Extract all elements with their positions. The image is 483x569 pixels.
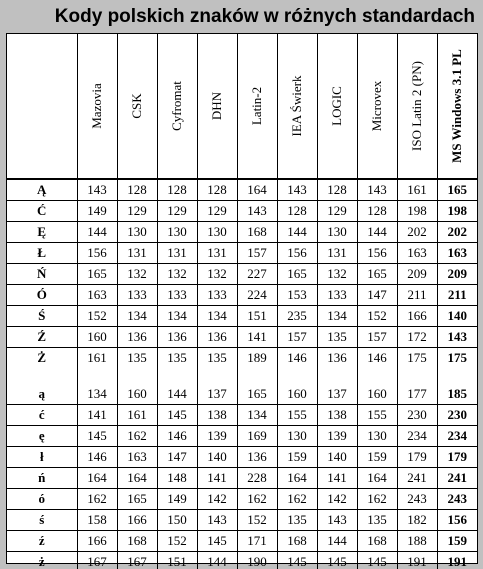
code-cell: 161: [77, 348, 117, 369]
code-cell: 162: [117, 426, 157, 447]
column-header-label: IEA Świerk: [289, 75, 304, 137]
letter-cell: Ś: [7, 306, 77, 327]
code-cell: 157: [277, 327, 317, 348]
code-cell: 185: [437, 384, 477, 405]
code-cell: 135: [277, 510, 317, 531]
code-cell: 164: [77, 468, 117, 489]
code-cell: 158: [77, 510, 117, 531]
code-cell: 198: [397, 201, 437, 222]
code-cell: 143: [357, 179, 397, 201]
table-body: [7, 179, 477, 569]
code-cell: 224: [237, 285, 277, 306]
spacer-cell: [437, 368, 477, 384]
code-cell: 157: [357, 327, 397, 348]
table-row: [7, 327, 477, 348]
column-header-label: Cyfromat: [169, 81, 184, 131]
column-header: [77, 34, 117, 179]
letter-cell: ć: [7, 405, 77, 426]
code-cell: 243: [397, 489, 437, 510]
letter-cell: ń: [7, 468, 77, 489]
table-row: [7, 306, 477, 327]
code-cell: 129: [197, 201, 237, 222]
code-cell: 130: [117, 222, 157, 243]
code-cell: 163: [117, 447, 157, 468]
spacer-cell: [277, 368, 317, 384]
code-cell: 132: [197, 264, 237, 285]
table-row: [7, 384, 477, 405]
code-cell: 163: [437, 243, 477, 264]
code-cell: 130: [317, 222, 357, 243]
letter-cell: Ą: [7, 179, 77, 201]
column-header: [317, 34, 357, 179]
code-cell: 135: [357, 510, 397, 531]
code-cell: 190: [237, 552, 277, 569]
code-cell: 198: [437, 201, 477, 222]
code-cell: 168: [357, 531, 397, 552]
table-row: [7, 201, 477, 222]
code-cell: 147: [157, 447, 197, 468]
code-cell: 131: [157, 243, 197, 264]
code-cell: 141: [197, 468, 237, 489]
header-row: [7, 34, 477, 179]
codes-table: [7, 34, 477, 569]
code-cell: 143: [437, 327, 477, 348]
code-cell: 129: [317, 201, 357, 222]
code-cell: 136: [317, 348, 357, 369]
code-cell: 129: [117, 201, 157, 222]
code-cell: 134: [237, 405, 277, 426]
code-cell: 243: [437, 489, 477, 510]
column-header-label: ISO Latin 2 (PN): [409, 61, 424, 151]
column-header: [197, 34, 237, 179]
table-row: [7, 510, 477, 531]
code-cell: 145: [357, 552, 397, 569]
code-cell: 202: [437, 222, 477, 243]
letter-cell: Ż: [37, 350, 47, 365]
code-cell: 138: [197, 405, 237, 426]
code-cell: 167: [77, 552, 117, 569]
code-cell: 241: [437, 468, 477, 489]
code-cell: 141: [237, 327, 277, 348]
code-cell: 168: [237, 222, 277, 243]
code-cell: 152: [77, 306, 117, 327]
code-cell: 160: [357, 384, 397, 405]
code-cell: 145: [157, 405, 197, 426]
code-cell: 135: [197, 348, 237, 369]
code-cell: 146: [157, 426, 197, 447]
code-cell: 182: [397, 510, 437, 531]
code-cell: 144: [317, 531, 357, 552]
code-cell: 136: [117, 327, 157, 348]
code-cell: 143: [77, 179, 117, 201]
code-cell: 163: [77, 285, 117, 306]
code-cell: 164: [357, 468, 397, 489]
code-cell: 130: [277, 426, 317, 447]
code-cell: 134: [117, 306, 157, 327]
code-cell: 131: [317, 243, 357, 264]
code-cell: 146: [77, 447, 117, 468]
code-cell: 143: [277, 179, 317, 201]
code-cell: 235: [277, 306, 317, 327]
code-cell: 230: [397, 405, 437, 426]
code-cell: 135: [157, 348, 197, 369]
code-cell: 162: [237, 489, 277, 510]
spacer-cell: [197, 368, 237, 384]
code-cell: 202: [397, 222, 437, 243]
code-cell: 189: [237, 348, 277, 369]
table-row: [7, 348, 477, 369]
code-cell: 165: [437, 179, 477, 201]
code-cell: 153: [277, 285, 317, 306]
code-cell: 137: [317, 384, 357, 405]
code-cell: 169: [237, 426, 277, 447]
code-cell: 160: [277, 384, 317, 405]
letter-cell: ó: [7, 489, 77, 510]
spacer-cell: [117, 368, 157, 384]
spacer-cell: [397, 368, 437, 384]
column-header: [357, 34, 397, 179]
column-header-label: Mazovia: [89, 83, 104, 129]
code-cell: 132: [317, 264, 357, 285]
code-cell: 128: [117, 179, 157, 201]
code-cell: 165: [117, 489, 157, 510]
table-row: [7, 179, 477, 201]
code-cell: 159: [357, 447, 397, 468]
spacer-cell: [77, 368, 117, 384]
code-cell: 162: [357, 489, 397, 510]
code-cell: 151: [157, 552, 197, 569]
code-cell: 234: [397, 426, 437, 447]
code-cell: 130: [197, 222, 237, 243]
spacer-cell: [357, 368, 397, 384]
spacer-cell: [7, 368, 77, 384]
code-cell: 191: [437, 552, 477, 569]
code-cell: 132: [117, 264, 157, 285]
code-cell: 209: [437, 264, 477, 285]
letter-cell: Ć: [7, 201, 77, 222]
column-header-label: MS Windows 3.1 PL: [449, 49, 465, 163]
table-row: [7, 285, 477, 306]
code-cell: 165: [237, 384, 277, 405]
code-cell: 161: [397, 179, 437, 201]
letter-cell: ł: [7, 447, 77, 468]
code-cell: 166: [117, 510, 157, 531]
code-cell: 128: [157, 179, 197, 201]
column-header: [277, 34, 317, 179]
letter-cell: ż: [7, 552, 77, 569]
letter-cell: ź: [7, 531, 77, 552]
column-header-label: LOGIC: [329, 86, 344, 126]
column-header-label: Latin-2: [249, 86, 264, 126]
code-cell: 175: [397, 348, 437, 369]
code-cell: 134: [77, 384, 117, 405]
table-row: [7, 489, 477, 510]
code-cell: 163: [397, 243, 437, 264]
column-header: [397, 34, 437, 179]
code-cell: 131: [117, 243, 157, 264]
code-cell: 149: [157, 489, 197, 510]
code-cell: 156: [437, 510, 477, 531]
letter-cell: Ę: [7, 222, 77, 243]
code-cell: 175: [437, 348, 477, 369]
code-cell: 155: [277, 405, 317, 426]
code-cell: 177: [397, 384, 437, 405]
table-row: [7, 222, 477, 243]
column-header-label: DHN: [209, 91, 224, 121]
code-cell: 168: [277, 531, 317, 552]
code-cell: 172: [397, 327, 437, 348]
code-cell: 156: [77, 243, 117, 264]
letter-cell: Ź: [7, 327, 77, 348]
code-cell: 131: [197, 243, 237, 264]
table-row: [7, 405, 477, 426]
code-cell: 209: [397, 264, 437, 285]
codes-table-panel: [6, 33, 478, 569]
code-cell: 142: [197, 489, 237, 510]
code-cell: 168: [117, 531, 157, 552]
code-cell: 234: [437, 426, 477, 447]
code-cell: 156: [277, 243, 317, 264]
code-cell: 130: [157, 222, 197, 243]
code-cell: 166: [397, 306, 437, 327]
letter-cell: ś: [7, 510, 77, 531]
code-cell: 133: [317, 285, 357, 306]
code-cell: 144: [277, 222, 317, 243]
code-cell: 159: [437, 531, 477, 552]
code-cell: 143: [317, 510, 357, 531]
corner-cell: [7, 34, 77, 179]
code-cell: 160: [77, 327, 117, 348]
code-cell: 135: [317, 327, 357, 348]
code-cell: 147: [357, 285, 397, 306]
column-header-label: Microvex: [369, 80, 384, 132]
column-header: [157, 34, 197, 179]
letter-cell: ę: [7, 426, 77, 447]
table-row: [7, 426, 477, 447]
code-cell: 137: [197, 384, 237, 405]
code-cell: 230: [437, 405, 477, 426]
code-cell: 133: [157, 285, 197, 306]
letter-cell: Ł: [7, 243, 77, 264]
code-cell: 145: [317, 552, 357, 569]
code-cell: 161: [117, 405, 157, 426]
code-cell: 128: [277, 201, 317, 222]
letter-cell: Ń: [7, 264, 77, 285]
code-cell: 133: [117, 285, 157, 306]
spacer-cell: [317, 368, 357, 384]
code-cell: 128: [197, 179, 237, 201]
column-header: [437, 34, 477, 179]
code-cell: 160: [117, 384, 157, 405]
code-cell: 179: [437, 447, 477, 468]
code-cell: 144: [197, 552, 237, 569]
code-cell: 134: [157, 306, 197, 327]
table-row: [7, 468, 477, 489]
code-cell: 146: [357, 348, 397, 369]
code-cell: 167: [117, 552, 157, 569]
code-cell: 156: [357, 243, 397, 264]
spacer-cell: [237, 368, 277, 384]
code-cell: 128: [317, 179, 357, 201]
code-cell: 132: [157, 264, 197, 285]
code-cell: 129: [157, 201, 197, 222]
code-cell: 164: [277, 468, 317, 489]
code-cell: 130: [357, 426, 397, 447]
code-cell: 152: [357, 306, 397, 327]
code-cell: 166: [77, 531, 117, 552]
code-cell: 191: [397, 552, 437, 569]
table-row: [7, 447, 477, 468]
code-cell: 144: [357, 222, 397, 243]
page-title: Kody polskich znaków w różnych standardach: [54, 6, 475, 27]
code-cell: 134: [197, 306, 237, 327]
code-cell: 146: [277, 348, 317, 369]
code-cell: 228: [237, 468, 277, 489]
column-header: [237, 34, 277, 179]
code-cell: 162: [77, 489, 117, 510]
code-cell: 165: [357, 264, 397, 285]
column-header-label: CSK: [129, 93, 144, 119]
code-cell: 188: [397, 531, 437, 552]
code-cell: 157: [237, 243, 277, 264]
table-row: [7, 552, 477, 569]
code-cell: 136: [237, 447, 277, 468]
code-cell: 140: [317, 447, 357, 468]
code-cell: 141: [77, 405, 117, 426]
letter-cell: ą: [7, 384, 77, 405]
column-header: [117, 34, 157, 179]
code-cell: 165: [77, 264, 117, 285]
code-cell: 155: [357, 405, 397, 426]
table-row: [7, 531, 477, 552]
code-cell: 211: [397, 285, 437, 306]
table-row: [7, 243, 477, 264]
code-cell: 143: [197, 510, 237, 531]
code-cell: 138: [317, 405, 357, 426]
code-cell: 152: [157, 531, 197, 552]
code-cell: 227: [237, 264, 277, 285]
code-cell: 133: [197, 285, 237, 306]
code-cell: 150: [157, 510, 197, 531]
code-cell: 164: [237, 179, 277, 201]
code-cell: 171: [237, 531, 277, 552]
code-cell: 179: [397, 447, 437, 468]
code-cell: 134: [317, 306, 357, 327]
code-cell: 144: [157, 384, 197, 405]
code-cell: 142: [317, 489, 357, 510]
letter-cell: Ó: [7, 285, 77, 306]
code-cell: 151: [237, 306, 277, 327]
spacer-cell: [157, 368, 197, 384]
code-cell: 145: [277, 552, 317, 569]
code-cell: 141: [317, 468, 357, 489]
code-cell: 152: [237, 510, 277, 531]
code-cell: 145: [77, 426, 117, 447]
code-cell: 136: [197, 327, 237, 348]
code-cell: 162: [277, 489, 317, 510]
code-cell: 241: [397, 468, 437, 489]
code-cell: 139: [197, 426, 237, 447]
code-cell: 211: [437, 285, 477, 306]
code-cell: 144: [77, 222, 117, 243]
spacer-row: [7, 368, 477, 384]
code-cell: 148: [157, 468, 197, 489]
code-cell: 140: [197, 447, 237, 468]
code-cell: 135: [117, 348, 157, 369]
code-cell: 145: [197, 531, 237, 552]
code-cell: 139: [317, 426, 357, 447]
table-row: [7, 264, 477, 285]
code-cell: 165: [277, 264, 317, 285]
code-cell: 159: [277, 447, 317, 468]
code-cell: 140: [437, 306, 477, 327]
code-cell: 136: [157, 327, 197, 348]
code-cell: 143: [237, 201, 277, 222]
code-cell: 149: [77, 201, 117, 222]
code-cell: 164: [117, 468, 157, 489]
code-cell: 128: [357, 201, 397, 222]
